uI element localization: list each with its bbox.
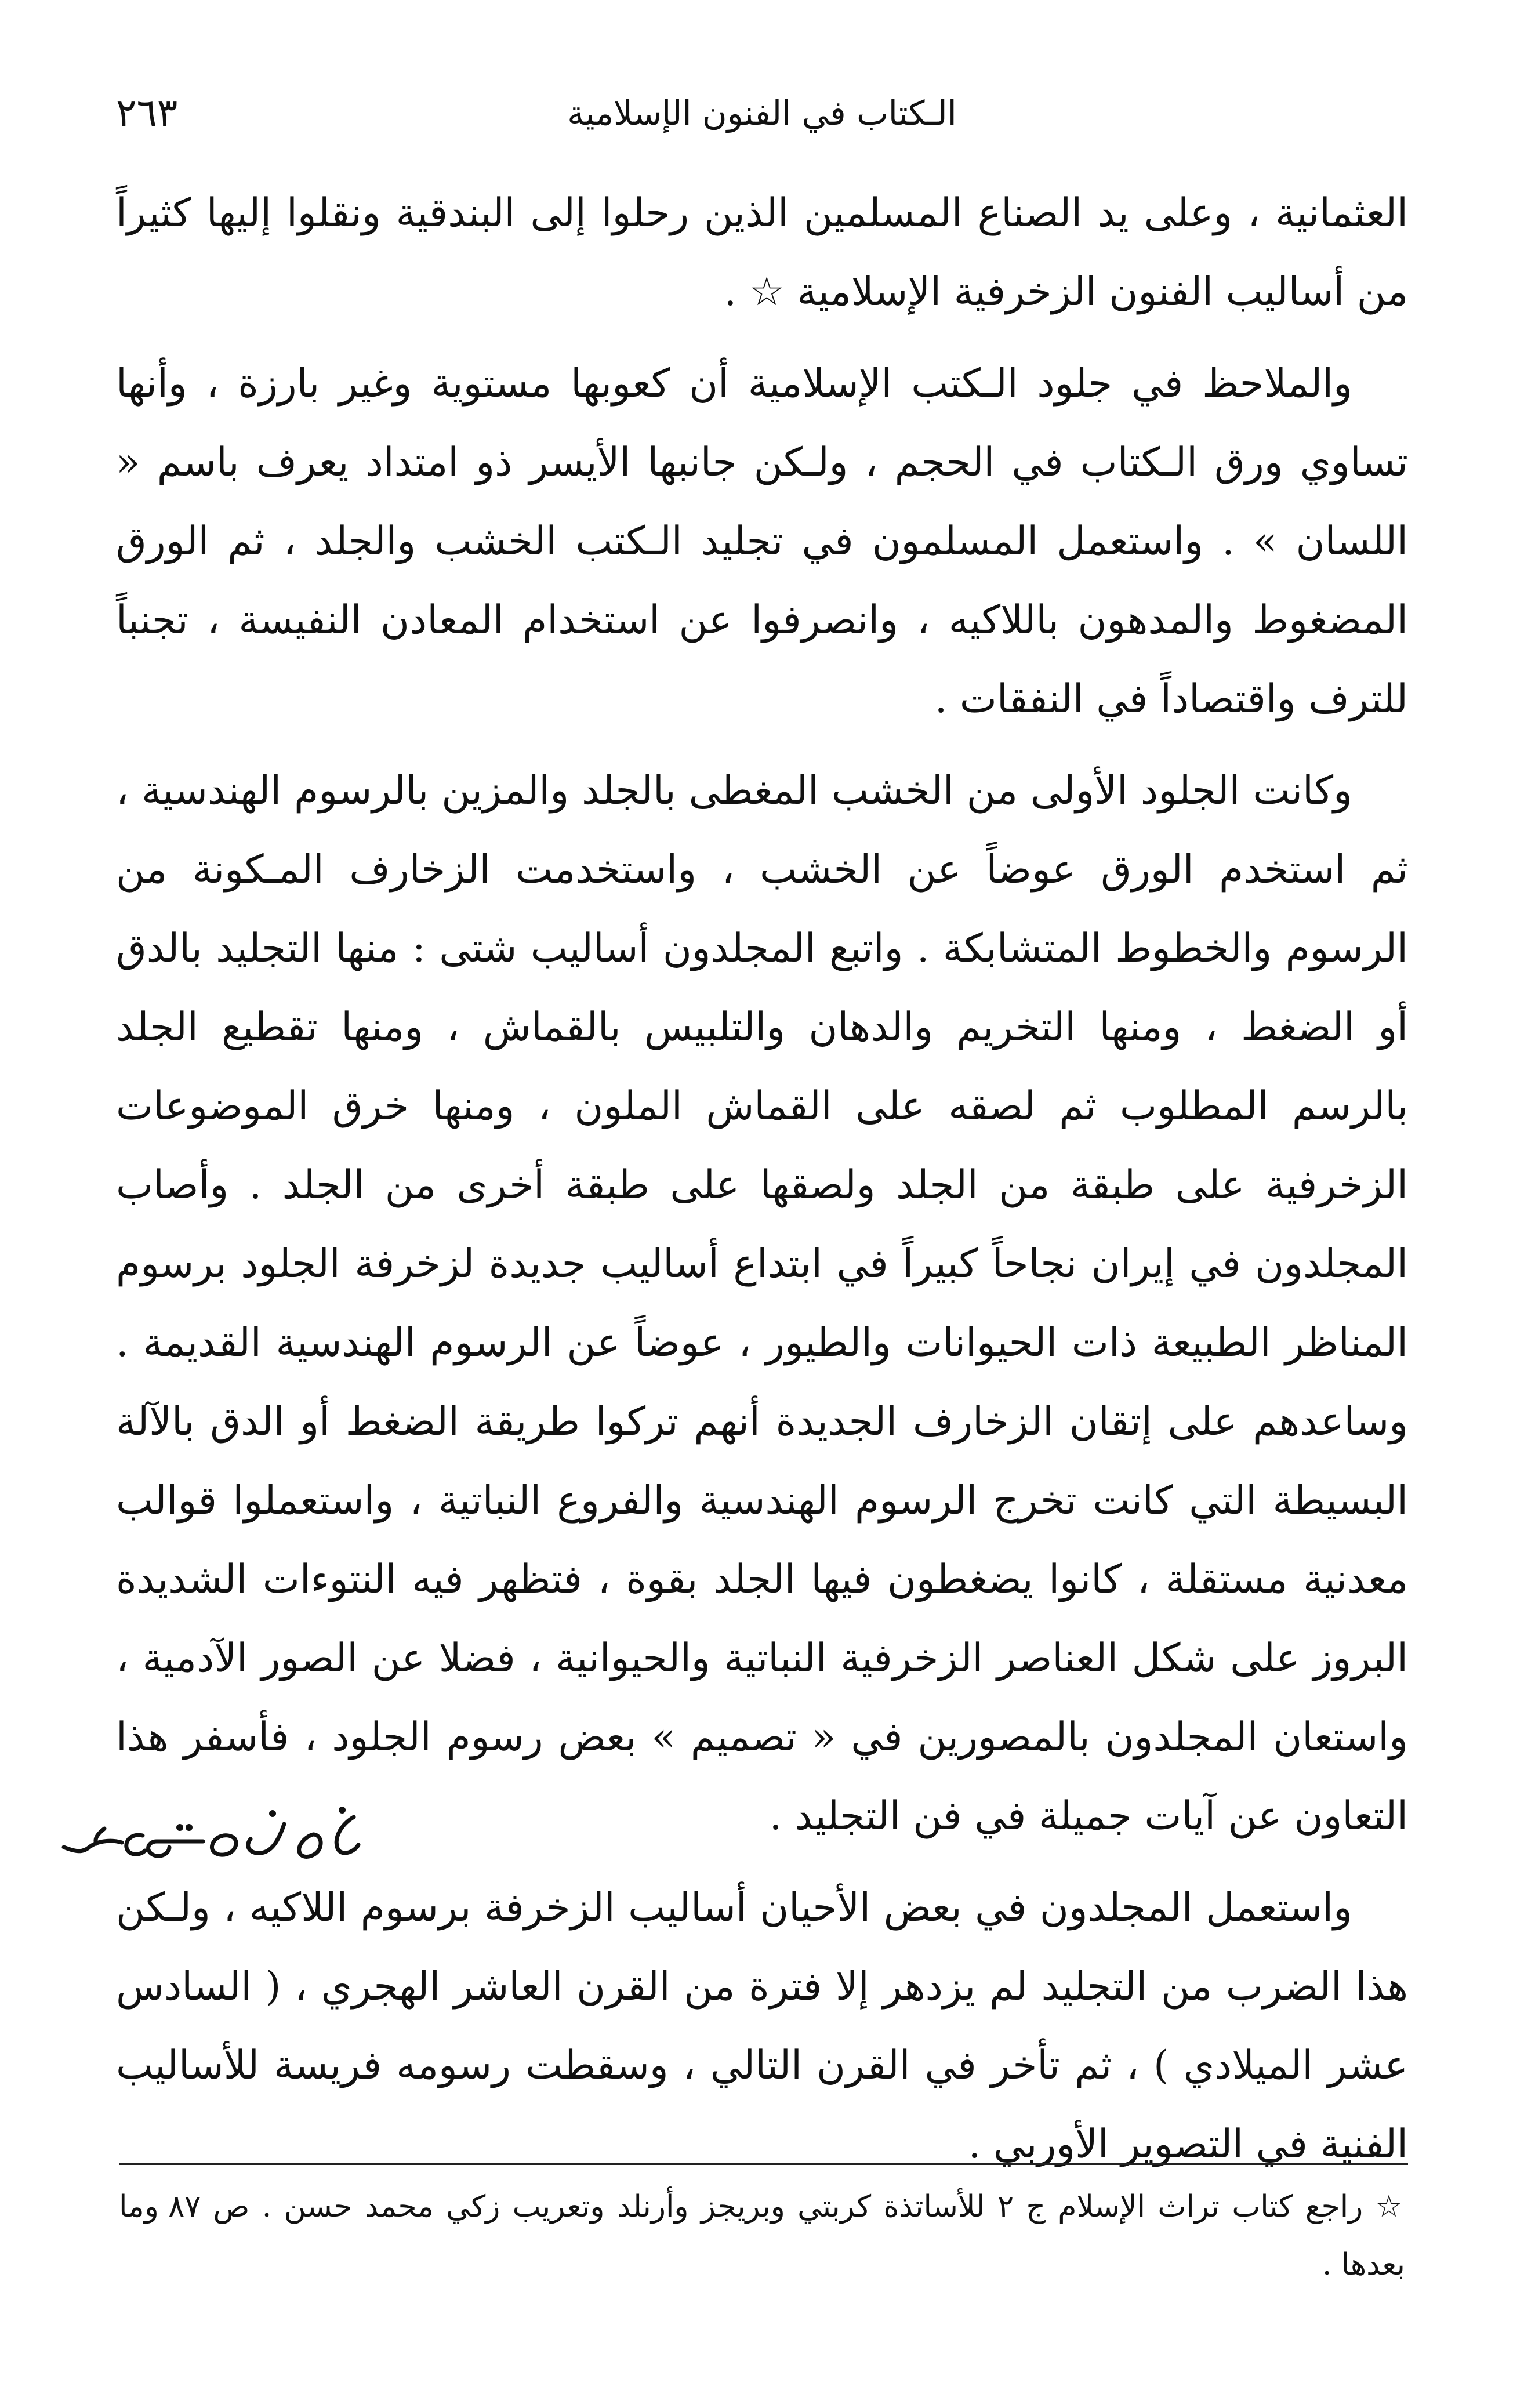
footnotes	[119, 2178, 1405, 2294]
running-title: الـكتاب في الفنون الإسلامية	[567, 93, 957, 133]
footnote-rule	[119, 2163, 1408, 2165]
paragraph: العثمانية ، وعلى يد الصناع المسلمين الذين رحلوا إلى البندقية ونقلوا إليها كثيراً من أساليب الفنون الزخرفية الإسلامية ☆ .	[116, 190, 1408, 315]
page-number: ٢٦٣	[116, 90, 178, 135]
paragraph: واستعمل المجلدون في بعض الأحيان أساليب الزخرفة برسوم اللاكيه ، ولـكن هذا الضرب من التجليد لم يزدهر إلا فترة من القرن العاشر الهجري ، ( السادس عشر الميلادي ) ، ثم تأخر في القرن التالي ، وسقطت رسومه فريسة للأساليب الفنية في التصوير الأوربي .	[116, 1885, 1408, 2167]
body-text	[116, 174, 1408, 2184]
paragraph: والملاحظ في جلود الـكتب الإسلامية أن كعوبها مستوية وغير بارزة ، وأنها تساوي ورق الـكتاب في الحجم ، ولـكن جانبها الأيسر ذو امتداد يعرف باسم « اللسان » . واستعمل المسلمون في تجليد الـكتب الخشب والجلد ، ثم الورق المضغوط والمدهون باللاكيه ، وانصرفوا عن استخدام المعادن النفيسة ، تجنباً للترف واقتصاداً في النفقات .	[116, 361, 1408, 722]
handwritten-signature	[41, 1801, 365, 1865]
footnote: ☆ راجع كتاب تراث الإسلام ج ٢ للأساتذة كربتي وبريجز وأرنلد وتعريب زكي محمد حسن . ص ٨٧ وما بعدها .	[119, 2189, 1405, 2282]
running-header	[116, 87, 1408, 139]
paragraph: وكانت الجلود الأولى من الخشب المغطى بالجلد والمزين بالرسوم الهندسية ، ثم استخدم الورق عوضاً عن الخشب ، واستخدمت الزخارف المـكونة من الرسوم والخطوط المتشابكة . واتبع المجلدون أساليب شتى : منها التجليد بالدق أو الضغط ، ومنها التخريم والدهان والتلبيس بالقماش ، ومنها تقطيع الجلد بالرسم المطلوب ثم لصقه على القماش الملون ، ومنها خرق الموضوعات الزخرفية على طبقة من الجلد ولصقها على طبقة أخرى من الجلد . وأصاب المجلدون في إيران نجاحاً كبيراً في ابتداع أساليب جديدة لزخرفة الجلود برسوم المناظر الطبيعة ذات الحيوانات والطيور ، عوضاً عن الرسوم الهندسية القديمة . وساعدهم على إتقان الزخارف الجديدة أنهم تركوا طريقة الضغط أو الدق بالآلة البسيطة التي كانت تخرج الرسوم الهندسية والفروع النباتية ، واستعملوا قوالب معدنية مستقلة ، كانوا يضغطون فيها الجلد بقوة ، فتظهر فيه النتوءات الشديدة البروز على شكل العناصر الزخرفية النباتية والحيوانية ، فضلا عن الصور الآدمية ، واستعان المجلدون بالمصورين في « تصميم » بعض رسوم الجلود ، فأسفر هذا التعاون عن آيات جميلة في فن التجليد .	[116, 768, 1408, 1839]
